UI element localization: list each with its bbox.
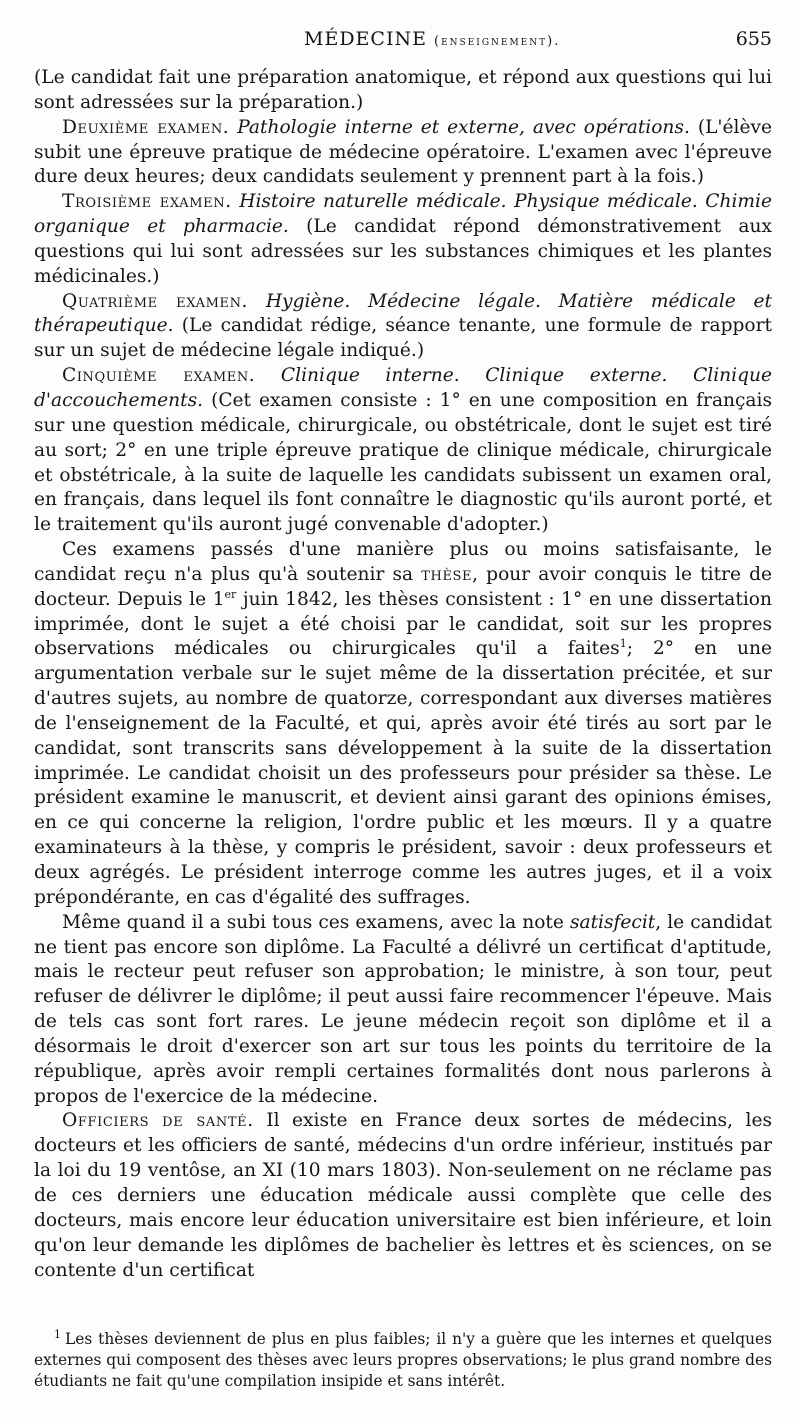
exam-description: (Le candidat répond démonstrativement aux questions qui lui sont adressées sur les substances chimiques et les plantes médicinales.)	[34, 216, 772, 287]
paragraph-fourth-exam	[34, 290, 772, 365]
exam-label: Troisième examen.	[62, 191, 232, 213]
main-text	[34, 66, 772, 1283]
text-run: Il existe en France deux sortes de médecins, les docteurs et les officiers de santé, médecins d'un ordre inférieur, institués par la loi du 19 ventôse, an XI (10 mars 1803). Non-seulement on ne réclame pas de ces derniers une éducation médicale aussi complète que celle des docteurs, mais encore leur éducation universitaire est bien inférieure, et loin qu'on leur demande les diplômes de bachelier ès lettres et ès sciences, on se contente d'un certificat	[34, 1110, 773, 1281]
paragraph-fifth-exam	[34, 364, 772, 538]
footnote-mark: 1	[54, 1328, 61, 1341]
text-run: ; 2° en une argumentation verbale sur le sujet même de la dissertation précitée, et sur d'autres sujets, au nombre de quatorze, correspondant aux diverses matières de l'enseignement de la Faculté, et qui, après avoir été tirés au sort par le candidat, sont transcrits sans développement à la suite de la dissertation imprimée. Le candidat choisit un des professeurs pour présider sa thèse. Le président examine le manuscrit, et devient ainsi garant des opinions émises, en ce qui concerne la religion, l'ordre public et les mœurs. Il y a quatre examinateurs à la thèse, y compris le président, savoir : deux professeurs et deux agrégés. Le président interroge comme les autres juges, et il a voix prépondérante, en cas d'égalité des suffrages.	[34, 638, 772, 908]
running-header	[34, 28, 772, 56]
exam-subject: Hygiène. Médecine légale. Matière médicale et thérapeutique.	[34, 290, 773, 337]
paragraph-officiers-de-sante	[34, 1109, 772, 1283]
thesis-term: thèse	[421, 563, 473, 585]
exam-label: Deuxième examen.	[62, 116, 230, 138]
exam-description: (L'élève subit une épreuve pratique de médecine opératoire. L'examen avec l'épreuve dure deux heures; deux candidats seulement y prennent part à la fois.)	[34, 116, 772, 188]
exam-subject: Pathologie interne et externe, avec opérations.	[237, 116, 690, 138]
footnote	[34, 1324, 772, 1392]
exam-subject: Histoire naturelle médicale. Physique médicale. Chimie organique et pharmacie.	[34, 191, 772, 238]
paragraph-third-exam	[34, 190, 772, 289]
paragraph-diploma	[34, 911, 772, 1110]
satisfecit-term: satisfecit	[569, 911, 656, 933]
text-run: juin 1842, les thèses consistent : 1° en une dissertation imprimée, dont le sujet a été choisi par le candidat, soit sur les propres observations médicales ou chirurgicales qu'il a faites	[34, 588, 772, 660]
paragraph-thesis	[34, 538, 772, 911]
exam-description: (Cet examen consiste : 1° en une composition en français sur une question médicale, chirurgicale, ou obstétricale, dont le sujet est tiré au sort; 2° en une triple épreuve pratique de clinique médicale, chirurgicale et obstétricale, à la suite de laquelle les candidats subissent un examen oral, en français, dans lequel ils font connaître le diagnostic qu'ils auront porté, et le traitement qu'ils auront jugé convenable d'adopter.)	[34, 389, 772, 536]
paragraph-first-exam-end: (Le candidat fait une préparation anatomique, et répond aux questions qui lui sont adressées sur la préparation.)	[34, 67, 772, 113]
section-label: Officiers de santé.	[62, 1110, 254, 1132]
text-run: , pour avoir conquis le titre de docteur. Depuis le 1	[34, 563, 773, 610]
footnote-text: Les thèses deviennent de plus en plus faibles; il n'y a guère que les internes et quelques externes qui composent des thèses avec leurs propres observations; le plus grand nombre des étudiants ne fait qu'une compilation insipide et sans intérêt.	[34, 1330, 772, 1391]
running-title	[304, 28, 560, 50]
page-number: 655	[735, 28, 772, 50]
paragraph-second-exam	[34, 116, 772, 191]
text-run: Même quand il a subi tous ces examens, avec la note	[62, 911, 564, 933]
running-title-main: MÉDECINE	[304, 28, 427, 50]
running-title-sub: (enseignement).	[434, 34, 561, 49]
exam-label: Quatrième examen.	[62, 290, 249, 312]
ordinal-suffix: er	[224, 587, 237, 601]
text-run: Ces examens passés d'une manière plus ou moins satisfaisante, le candidat reçu n'a plus qu'à soutenir sa	[34, 539, 772, 585]
exam-subject: Clinique interne. Clinique externe. Clinique d'accouchements.	[34, 365, 772, 411]
exam-description: (Le candidat rédige, séance tenante, une formule de rapport sur un sujet de médecine légale indiqué.)	[34, 315, 772, 362]
footnote-reference: 1	[619, 637, 627, 651]
text-run: , le candidat ne tient pas encore son diplôme. La Faculté a délivré un certificat d'aptitude, mais le recteur peut refuser son approbation; le ministre, à son tour, peut refuser de délivrer le diplôme; il peut aussi faire recommencer l'épeuve. Mais de tels cas sont fort rares. Le jeune médecin reçoit son diplôme et il a désormais le droit d'exercer son art sur tous les points du territoire de la république, après avoir rempli certaines formalités dont nous parlerons à propos de l'exercice de la médecine.	[34, 911, 773, 1107]
exam-label: Cinquième examen.	[62, 365, 256, 387]
